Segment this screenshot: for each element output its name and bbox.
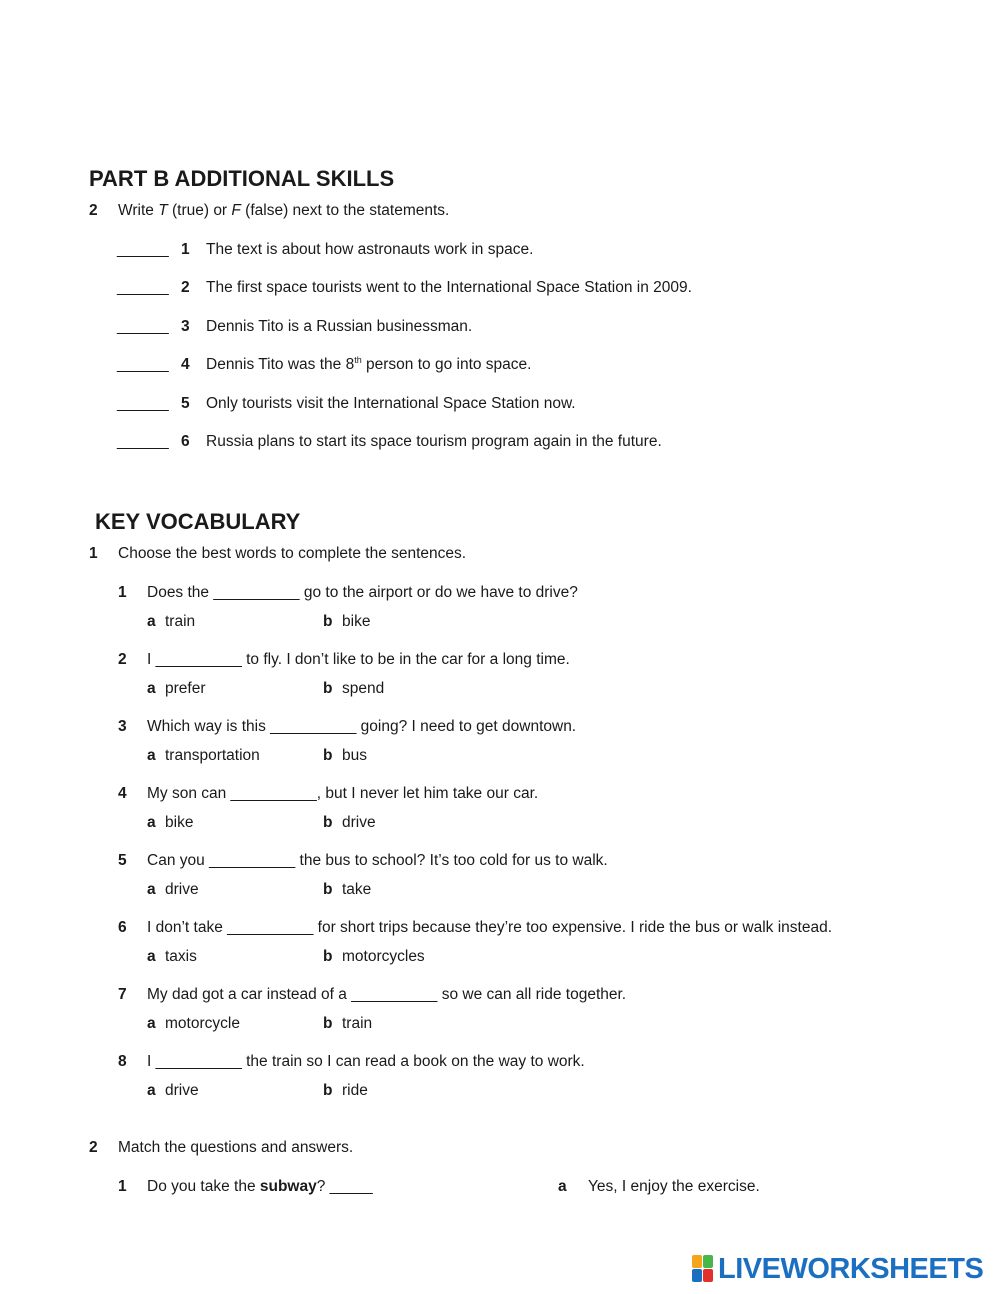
statement-text-part: person to go into space. [361, 356, 532, 373]
option-b-word[interactable]: ride [342, 1082, 368, 1099]
answer-blank[interactable]: ______ [117, 395, 169, 412]
statement-number: 1 [181, 241, 190, 258]
option-b-word[interactable]: drive [342, 814, 376, 831]
answer-blank[interactable]: ______ [117, 356, 169, 373]
sentence-number: 5 [118, 852, 127, 869]
option-a-word[interactable]: taxis [165, 948, 197, 965]
sentence-text: I __________ the train so I can read a book on the way to work. [147, 1053, 585, 1070]
statement-text [206, 356, 531, 374]
statement-text: Dennis Tito is a Russian businessman. [206, 318, 473, 335]
option-a-letter: a [147, 948, 156, 965]
option-b-word[interactable]: motorcycles [342, 948, 425, 965]
option-b-letter: b [323, 1082, 333, 1099]
sentence-number: 1 [118, 584, 127, 601]
option-b-word[interactable]: bike [342, 613, 371, 630]
question-number: 1 [89, 545, 98, 562]
option-a-word[interactable]: drive [165, 881, 199, 898]
option-b-letter: b [323, 1015, 333, 1032]
option-b-letter: b [323, 747, 333, 764]
question-instruction [118, 202, 449, 220]
statement-text: Russia plans to start its space tourism program again in the future. [206, 433, 662, 450]
option-a-letter: a [147, 680, 156, 697]
liveworksheets-logo-mark-icon [692, 1255, 714, 1283]
answer-blank[interactable]: ______ [117, 318, 169, 335]
option-a-letter: a [147, 1082, 156, 1099]
liveworksheets-logo-text: LIVEWORKSHEETS [718, 1252, 984, 1285]
statement-number: 3 [181, 318, 190, 335]
sentence-text: My dad got a car instead of a __________ so we can all ride together. [147, 986, 627, 1003]
answer-blank[interactable]: ______ [117, 279, 169, 296]
statement-text: Only tourists visit the International Space Station now. [206, 395, 576, 412]
match-answer-letter: a [558, 1178, 567, 1195]
match-answer-text: Yes, I enjoy the exercise. [588, 1178, 760, 1195]
sentence-text: I don’t take __________ for short trips because they’re too expensive. I ride the bus or walk instead. [147, 919, 832, 936]
option-b-letter: b [323, 613, 333, 630]
sentence-text: My son can __________, but I never let him take our car. [147, 785, 539, 802]
sentence-text: Can you __________ the bus to school? It’s too cold for us to walk. [147, 852, 608, 869]
question-instruction: Choose the best words to complete the sentences. [118, 545, 467, 562]
match-answer-blank[interactable]: ? _____ [316, 1178, 373, 1195]
instruction-false-letter: F [231, 202, 241, 219]
question-number: 2 [89, 1139, 98, 1156]
option-b-word[interactable]: bus [342, 747, 367, 764]
option-b-letter: b [323, 814, 333, 831]
option-a-word[interactable]: train [165, 613, 196, 630]
statement-text-part: Dennis Tito was the 8 [206, 356, 355, 373]
option-a-word[interactable]: prefer [165, 680, 206, 697]
answer-blank[interactable]: ______ [117, 433, 169, 450]
match-question [147, 1178, 373, 1196]
sentence-text: Which way is this __________ going? I need to get downtown. [147, 718, 577, 735]
section-title-key-vocabulary: KEY VOCABULARY [95, 509, 301, 534]
statement-superscript: th [354, 354, 362, 365]
sentence-number: 3 [118, 718, 127, 735]
match-question-keyword: subway [259, 1178, 317, 1195]
option-b-word[interactable]: spend [342, 680, 385, 697]
option-a-letter: a [147, 613, 156, 630]
instruction-true-letter: T [158, 202, 168, 219]
instruction-text: (false) next to the statements. [240, 202, 450, 219]
option-a-letter: a [147, 881, 156, 898]
option-b-word[interactable]: train [342, 1015, 373, 1032]
statement-number: 5 [181, 395, 190, 412]
option-b-letter: b [323, 680, 333, 697]
instruction-text: Write [118, 202, 159, 219]
sentence-number: 4 [118, 785, 127, 802]
option-b-letter: b [323, 948, 333, 965]
option-a-word[interactable]: transportation [165, 747, 260, 764]
option-a-word[interactable]: bike [165, 814, 194, 831]
statement-text: The text is about how astronauts work in space. [206, 241, 534, 258]
sentence-text: Does the __________ go to the airport or do we have to drive? [147, 584, 578, 601]
statement-number: 4 [181, 356, 190, 373]
liveworksheets-logo [692, 1253, 983, 1285]
section-title-part-b: PART B ADDITIONAL SKILLS [89, 166, 395, 191]
option-a-letter: a [147, 747, 156, 764]
option-b-word[interactable]: take [342, 881, 372, 898]
statement-text: The first space tourists went to the International Space Station in 2009. [206, 279, 692, 296]
option-a-letter: a [147, 814, 156, 831]
statement-number: 2 [181, 279, 190, 296]
option-a-word[interactable]: motorcycle [165, 1015, 240, 1032]
match-question-text: Do you take the [147, 1178, 260, 1195]
sentence-text: I __________ to fly. I don’t like to be in the car for a long time. [147, 651, 570, 668]
sentence-number: 2 [118, 651, 127, 668]
match-item-number: 1 [118, 1178, 127, 1195]
option-a-word[interactable]: drive [165, 1082, 199, 1099]
sentence-number: 6 [118, 919, 127, 936]
answer-blank[interactable]: ______ [117, 241, 169, 258]
option-b-letter: b [323, 881, 333, 898]
question-instruction: Match the questions and answers. [118, 1139, 354, 1156]
option-a-letter: a [147, 1015, 156, 1032]
sentence-number: 8 [118, 1053, 127, 1070]
sentence-number: 7 [118, 986, 127, 1003]
instruction-text: (true) or [167, 202, 232, 219]
statement-number: 6 [181, 433, 190, 450]
question-number: 2 [89, 202, 98, 219]
